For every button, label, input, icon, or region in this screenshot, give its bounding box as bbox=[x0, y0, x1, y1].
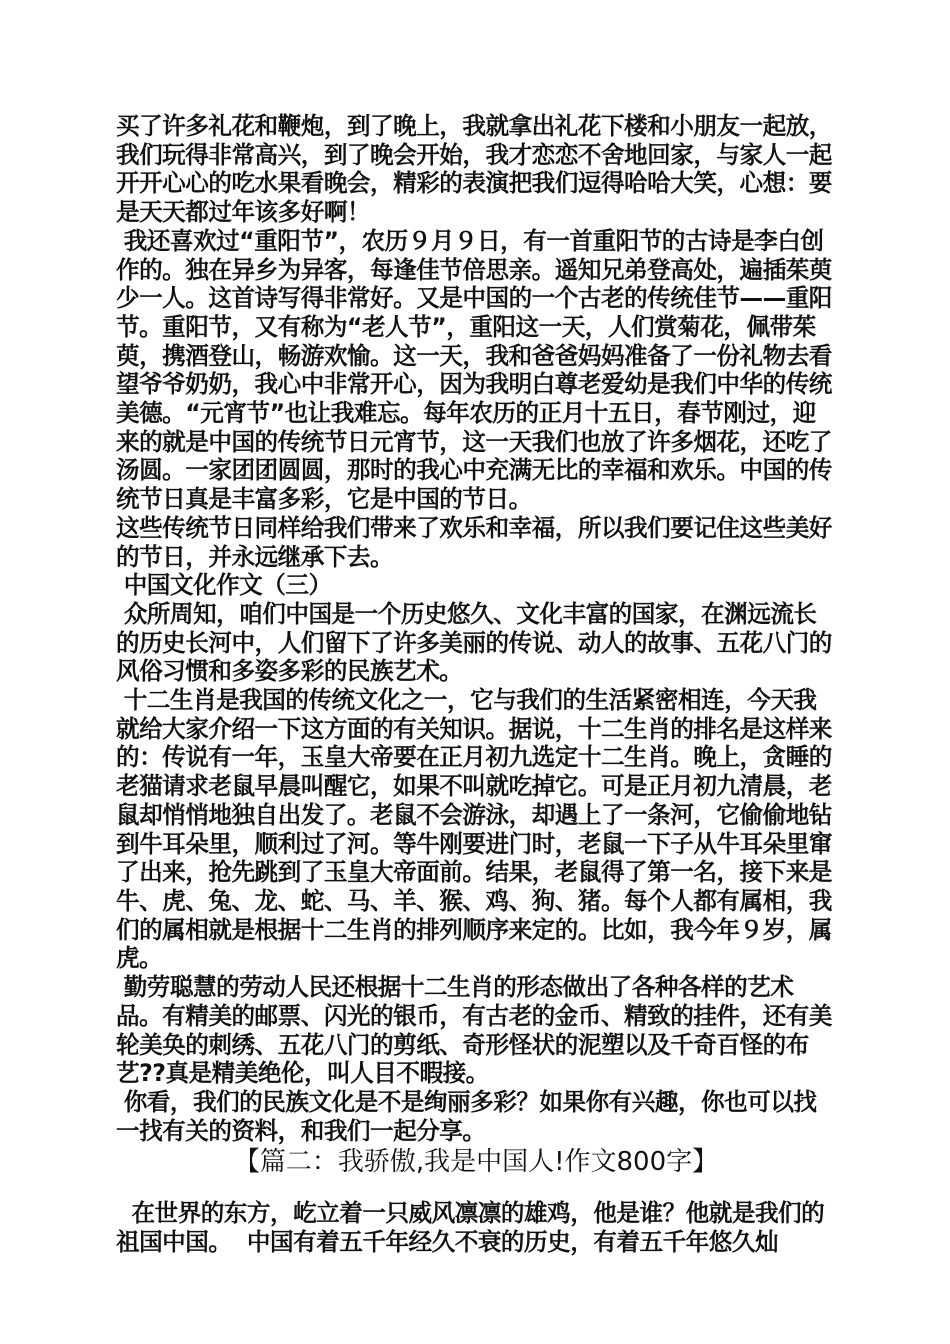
essay-title-three: 中国文化作文（三） bbox=[116, 571, 332, 600]
paragraph-new-year: 买了许多礼花和鞭炮，到了晚上，我就拿出礼花下楼和小朋友一起放，我们玩得非常高兴，到了晚会开始，我才恋恋不舍地回家，与家人一起开开心心的吃水果看晚会，精彩的表演把我们逗得哈哈大笑，心想：要是天天都过年该多好啊！ bbox=[116, 112, 832, 227]
paragraph-zodiac-story: 十二生肖是我国的传统文化之一，它与我们的生活紧密相连，今天我就给大家介绍一下这方面的有关知识。据说，十二生肖的排名是这样来的：传说有一年，玉皇大帝要在正月初九选定十二生肖。晚上，贪睡的老猫请求老鼠早晨叫醒它，如果不叫就吃掉它。可是正月初九清晨，老鼠却悄悄地独自出发了。老鼠不会游泳，却遇上了一条河，它偷偷地钻到牛耳朵里，顺利过了河。等牛刚要进门时，老鼠一下子从牛耳朵里窜了出来，抢先跳到了玉皇大帝面前。结果，老鼠得了第一名，接下来是牛、虎、兔、龙、蛇、马、羊、猴、鸡、狗、猪。每个人都有属相，我们的属相就是根据十二生肖的排列顺序来定的。比如，我今年９岁，属虎。 bbox=[116, 686, 832, 973]
document-page bbox=[116, 112, 836, 1257]
paragraph-festival-conclusion: 这些传统节日同样给我们带来了欢乐和幸福，所以我们要记住这些美好的节日，并永远继承下去。 bbox=[116, 513, 832, 571]
paragraph-closing: 你看，我们的民族文化是不是绚丽多彩？如果你有兴趣，你也可以找一找有关的资料，和我们一起分享。 bbox=[116, 1087, 817, 1145]
paragraph-zodiac-art: 勤劳聪慧的劳动人民还根据十二生肖的形态做出了各种各样的艺术品。有精美的邮票、闪光的银币，有古老的金币、精致的挂件，还有美轮美奂的刺绣、五花八门的剪纸、奇形怪状的泥塑以及千奇百怪的布艺??真是精美绝伦，叫人目不暇接。 bbox=[116, 973, 832, 1088]
section-heading: 【篇二：我骄傲,我是中国人!作文800字】 bbox=[233, 1147, 719, 1178]
paragraph-double-ninth: 我还喜欢过“重阳节”，农历９月９日，有一首重阳节的古诗是李白创作的。独在异乡为异客，每逢佳节倍思亲。遥知兄弟登高处，遍插茱萸少一人。这首诗写得非常好。又是中国的一个古老的传统佳节——重阳节。重阳节，又有称为“老人节”，重阳这一天，人们赏菊花，佩带茱萸，携酒登山，畅游欢愉。这一天，我和爸爸妈妈准备了一份礼物去看望爷爷奶奶，我心中非常开心，因为我明白尊老爱幼是我们中华的传统美德。“元宵节”也让我难忘。每年农历的正月十五日，春节刚过，迎来的就是中国的传统节日元宵节，这一天我们也放了许多烟花，还吃了汤圆。一家团团圆圆，那时的我心中充满无比的幸福和欢乐。中国的传统节日真是丰富多彩，它是中国的节日。 bbox=[116, 226, 832, 514]
paragraph-essay-two-start: 在世界的东方，屹立着一只威风凛凛的雄鸡，他是谁？他就是我们的祖国中国。 中国有着五千年经久不衰的历史，有着五千年悠久灿 bbox=[116, 1199, 825, 1257]
paragraph-intro-culture: 众所周知，咱们中国是一个历史悠久、文化丰富的国家，在渊远流长的历史长河中，人们留下了许多美丽的传说、动人的故事、五花八门的风俗习惯和多姿多彩的民族艺术。 bbox=[116, 599, 832, 686]
